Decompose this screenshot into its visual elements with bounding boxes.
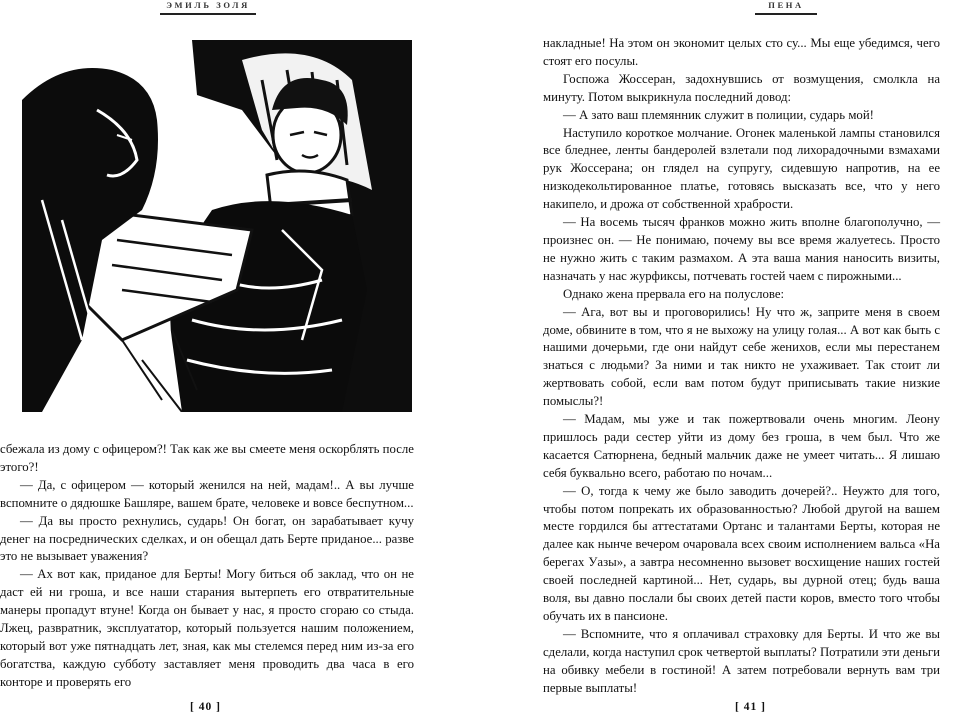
paragraph: накладные! На этом он экономит целых сто су... Мы еще убедимся, чего стоят его посулы. (543, 36, 940, 68)
page-number-right: [ 41 ] (735, 701, 766, 713)
paragraph: — Мадам, мы уже и так пожертвовали очень многим. Леону пришлось ради сестер уйти из дому без гроша, в чем был. Что же касается Сатюрнена, бедный мальчик даже не умеет читать... Я лишаю себя буквально всего, работаю по ночам... (543, 412, 940, 480)
head-rule (755, 13, 817, 15)
paragraph: Госпожа Жоссеран, задохнувшись от возмущения, смолкла на минуту. Потом выкрикнула последний довод: (543, 71, 940, 104)
running-head-right: ПЕНА (755, 0, 817, 15)
paragraph: — Да, с офицером — который женился на ней, мадам!.. А вы лучше вспомните о дядюшке Башляре, вашем брате, человеке и вовсе беспутном... (0, 477, 414, 510)
paragraph: Однако жена прервала его на полуслове: (563, 286, 785, 301)
right-page-text (543, 35, 940, 698)
paragraph: — На восемь тысяч франков можно жить вполне благополучно, — произнес он. — Не понимаю, почему вы все время жалуетесь. Просто не нужно жить с таким размахом. А эта ваша мания наносить визиты, назначать у нас журфиксы, потчевать гостей чаем с пирожными... (543, 215, 940, 283)
paragraph: Наступило короткое молчание. Огонек маленькой лампы становился все бледнее, ленты бандеролей взлетали под лихорадочными взмахами рук Жоссерана; он глядел на супругу, сидевшую напротив, на ее низкодекольтированное платье, готовясь высказать все, что у него накипело, и дрожа от собственной храбрости. (543, 125, 940, 212)
paragraph: — О, тогда к чему же было заводить дочерей?.. Неужто для того, чтобы потом попрекать их образованностью? Любой другой на вашем месте гордился бы аттестатами Ортанс и талантами Берты, которая не далее как нынче вечером очаровала всех своим исполнением вальса «На берегах Уазы», а завтра несомненно вызовет восхищение наших гостей своей последней картиной... Нет, сударь, вы дурной отец; будь ваша воля, вы давно послали бы своих детей пасти коров, вместо того чтобы обучать их в пансионе. (543, 483, 940, 623)
paragraph: — Да вы просто рехнулись, сударь! Он богат, он зарабатывает кучу денег на посреднических сделках, и он обещал дать Берте приданое... разве это не вызывает уважения? (0, 513, 414, 564)
paragraph: — А зато ваш племянник служит в полиции, сударь мой! (563, 107, 874, 122)
paragraph: — Вспомните, что я оплачивал страховку для Берты. И что же вы сделали, когда наступил срок четвертой выплаты? Потратили эти деньги на обивку мебели в гостиной! А затем потребовали вернуть вам три первые выплаты! (543, 626, 940, 695)
paragraph: сбежала из дому с офицером?! Так как же вы смеете меня оскорблять после этого?! (0, 442, 414, 474)
right-page (480, 0, 960, 720)
paragraph: — Ага, вот вы и проговорились! Ну что ж, заприте меня в своем доме, обвините в том, что я не выхожу на улицу голая... А вот как быть с нашими дочерьми, где они найдут себе женихов, если мы перестанем знаться с людьми? За ними и так никто не ухаживает. Так стоит ли жертвовать собой, если вам потом будут приписывать такие низкие помыслы?! (543, 304, 940, 409)
paragraph: — Ах вот как, приданое для Берты! Могу биться об заклад, что он не даст ей ни гроша, и все наши старания вытерпеть его отвратительные манеры пропадут втуне! Когда он бывает у нас, я просто сгораю со стыда. Лжец, развратник, эксплуататор, который пользуется нашим положением, который вот уже пятнадцать лет, зная, как мы стелемся перед ним из-за его богатства, каждую субботу заставляет меня проводить два часа в его конторе и проверять его (0, 567, 414, 689)
illustration (22, 40, 412, 412)
left-page-text (0, 441, 414, 692)
page-number-left: [ 40 ] (190, 701, 221, 713)
running-head-left: ЭМИЛЬ ЗОЛЯ (160, 0, 256, 15)
head-rule (160, 13, 256, 15)
